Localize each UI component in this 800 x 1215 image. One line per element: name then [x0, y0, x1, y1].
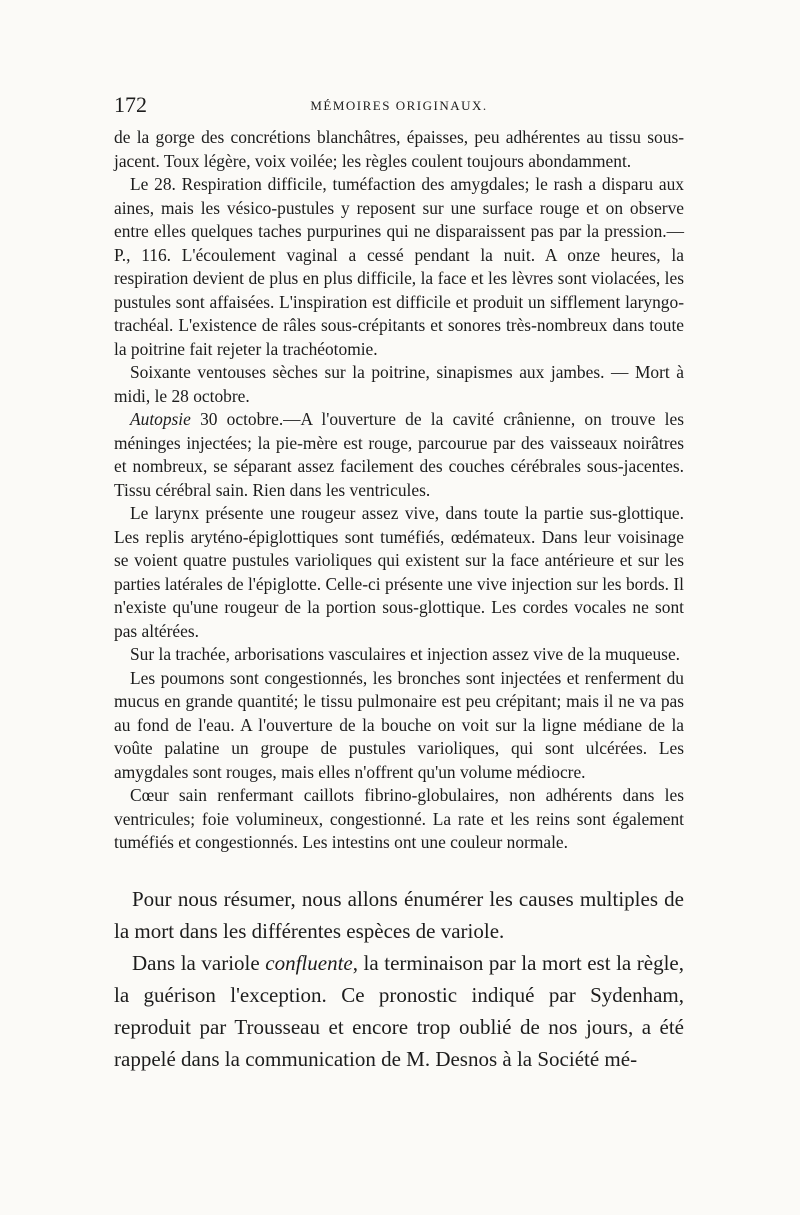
case-report-text	[114, 126, 684, 855]
autopsy-text: 30 octobre.—A l'ouverture de la cavité crânienne, on trouve les méninges injectées; la pie-mère est rouge, parcourue par des vaisseaux noirâtres et nombreux, se séparant assez facilement des couches cérébrales sous-jacentes. Tissu cérébral sain. Rien dans les ventricules.	[114, 409, 684, 500]
paragraph: Sur la trachée, arborisations vasculaires et injection assez vive de la muqueuse.	[130, 644, 681, 664]
text-run: , la terminaison par la mort est la règle, la guérison l'exception. Ce pronostic indiqué par Sydenham, reproduit par Trousseau et encore trop oublié de nos jours, a été rappelé dans la communication de M. Desnos à la Société mé-	[114, 950, 684, 1071]
paragraph-autopsy	[114, 408, 684, 502]
paragraph: Les poumons sont congestionnés, les bronches sont injectées et renferment du mucus en grande quantité; le tissu pulmonaire est peu crépitant; mais il ne va pas au fond de l'eau. A l'ouverture de la bouche on voit sur la ligne médiane de la voûte palatine un groupe de pustules varioliques, qui sont ulcérées. Les amygdales sont rouges, mais elles n'offrent qu'un volume médiocre.	[114, 667, 684, 782]
autopsy-label: Autopsie	[130, 409, 191, 429]
emphasis: confluente	[265, 950, 353, 975]
text-run: Dans la variole	[132, 950, 266, 975]
running-head	[114, 92, 684, 122]
summary-text	[114, 883, 684, 1075]
page-number: 172	[114, 92, 147, 117]
paragraph: Soixante ventouses sèches sur la poitrine, sinapismes aux jambes. — Mort à midi, le 28 octobre.	[114, 362, 684, 406]
paragraph: de la gorge des concrétions blanchâtres, épaisses, peu adhérentes au tissu sous-jacent. Toux légère, voix voilée; les règles coulent toujours abondamment.	[114, 127, 684, 171]
paragraph: Pour nous résumer, nous allons énumérer les causes multiples de la mort dans les différentes espèces de variole.	[114, 886, 684, 943]
paragraph: Le larynx présente une rougeur assez vive, dans toute la partie sus-glottique. Les replis aryténo-épiglottiques sont tuméfiés, œdémateux. Dans leur voisinage se voient quatre pustules varioliques qui existent sur la face antérieure et sur les parties latérales de l'épiglotte. Celle-ci présente une vive injection sur les bords. Il n'existe qu'une rougeur de la portion sous-glottique. Les cordes vocales ne sont pas altérées.	[114, 503, 684, 641]
paragraph-confluente	[114, 947, 684, 1075]
running-title: MÉMOIRES ORIGINAUX.	[310, 98, 488, 113]
paragraph: Cœur sain renfermant caillots fibrino-globulaires, non adhérents dans les ventricules; foie volumineux, congestionné. La rate et les reins sont également tuméfiés et congestionnés. Les intestins ont une couleur normale.	[114, 785, 684, 852]
paragraph: Le 28. Respiration difficile, tuméfaction des amygdales; le rash a disparu aux aines, mais les vésico-pustules y reposent sur une surface rouge et on observe entre elles quelques taches purpurines qui ne disparaissent pas par la pression.—P., 116. L'écoulement vaginal a cessé pendant la nuit. A onze heures, la respiration devient de plus en plus difficile, la face et les lèvres sont violacées, les pustules sont affaisées. L'inspiration est difficile et produit un sifflement laryngo-trachéal. L'existence de râles sous-crépitants et sonores très-nombreux dans toute la poitrine fait rejeter la trachéotomie.	[114, 174, 684, 359]
